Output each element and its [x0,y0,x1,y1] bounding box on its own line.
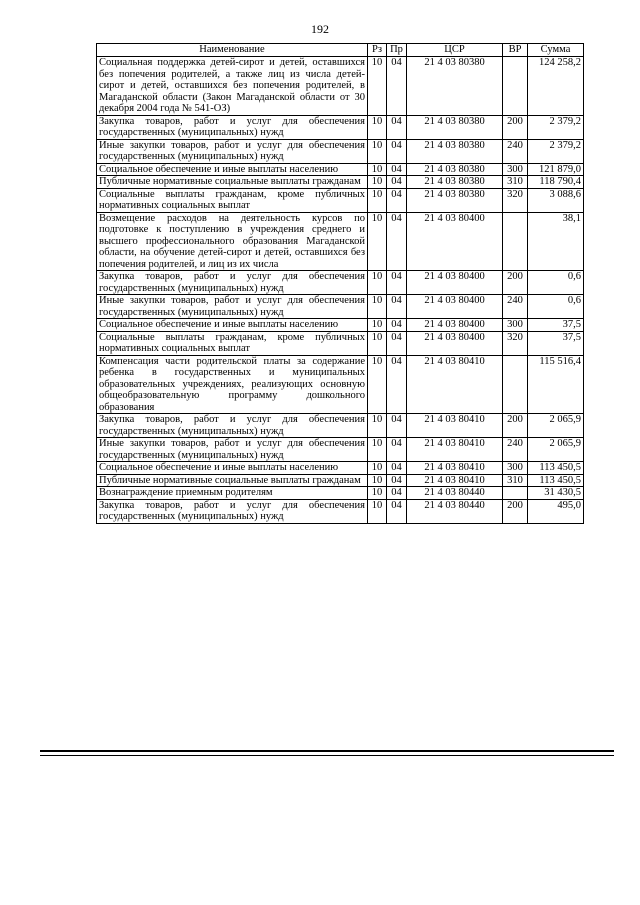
row-csr: 21 4 03 80380 [407,188,503,212]
row-rz: 10 [368,212,387,271]
row-name: Иные закупки товаров, работ и услуг для обеспечения государственных (муниципальных) нужд [97,295,368,319]
page-number: 192 [311,22,329,36]
row-vr: 240 [503,295,528,319]
row-pr: 04 [387,57,407,116]
row-name: Публичные нормативные социальные выплаты гражданам [97,176,368,189]
row-sum: 113 450,5 [528,462,584,475]
row-rz: 10 [368,57,387,116]
row-csr: 21 4 03 80410 [407,474,503,487]
row-sum: 495,0 [528,499,584,523]
table-row [97,462,584,475]
table-row [97,319,584,332]
row-pr: 04 [387,499,407,523]
row-csr: 21 4 03 80400 [407,331,503,355]
row-rz: 10 [368,355,387,414]
row-csr: 21 4 03 80380 [407,57,503,116]
row-vr [503,57,528,116]
row-sum: 38,1 [528,212,584,271]
row-pr: 04 [387,462,407,475]
table-header-row [97,44,584,57]
row-vr: 200 [503,271,528,295]
row-rz: 10 [368,188,387,212]
row-vr: 320 [503,331,528,355]
table-row [97,115,584,139]
row-rz: 10 [368,474,387,487]
row-vr: 310 [503,474,528,487]
row-pr: 04 [387,319,407,332]
row-sum: 2 379,2 [528,115,584,139]
row-vr [503,355,528,414]
table-row [97,188,584,212]
row-pr: 04 [387,163,407,176]
row-csr: 21 4 03 80400 [407,271,503,295]
row-sum: 121 879,0 [528,163,584,176]
row-name: Закупка товаров, работ и услуг для обеспечения государственных (муниципальных) нужд [97,271,368,295]
row-sum: 2 065,9 [528,414,584,438]
budget-table [96,43,584,524]
table-row [97,331,584,355]
row-rz: 10 [368,176,387,189]
row-csr: 21 4 03 80440 [407,499,503,523]
row-sum: 113 450,5 [528,474,584,487]
footer-divider [40,750,614,752]
row-csr: 21 4 03 80410 [407,355,503,414]
row-name: Социальное обеспечение и иные выплаты населению [97,462,368,475]
row-vr: 300 [503,163,528,176]
row-vr [503,212,528,271]
row-rz: 10 [368,438,387,462]
row-vr: 200 [503,499,528,523]
table-row [97,163,584,176]
row-pr: 04 [387,474,407,487]
row-pr: 04 [387,414,407,438]
row-sum: 3 088,6 [528,188,584,212]
row-vr: 200 [503,414,528,438]
row-sum: 31 430,5 [528,487,584,500]
row-pr: 04 [387,271,407,295]
row-csr: 21 4 03 80380 [407,176,503,189]
table-row [97,212,584,271]
row-pr: 04 [387,438,407,462]
row-csr: 21 4 03 80400 [407,319,503,332]
row-sum: 115 516,4 [528,355,584,414]
row-csr: 21 4 03 80410 [407,438,503,462]
row-sum: 0,6 [528,295,584,319]
header-pr: Пр [387,44,407,57]
row-csr: 21 4 03 80440 [407,487,503,500]
row-sum: 37,5 [528,331,584,355]
row-csr: 21 4 03 80380 [407,139,503,163]
table-row [97,176,584,189]
header-rz: Рз [368,44,387,57]
table-row [97,139,584,163]
row-csr: 21 4 03 80380 [407,115,503,139]
row-rz: 10 [368,295,387,319]
row-name: Закупка товаров, работ и услуг для обеспечения государственных (муниципальных) нужд [97,115,368,139]
table-row [97,355,584,414]
row-name: Социальные выплаты гражданам, кроме публичных нормативных социальных выплат [97,188,368,212]
row-name: Социальная поддержка детей-сирот и детей, оставшихся без попечения родителей, а также лиц из числа детей-сирот и детей, оставшихся без попечения родителей, в Магаданской области (Закон Магаданской области от 30 декабря 2004 года № 541-ОЗ) [97,57,368,116]
row-pr: 04 [387,212,407,271]
row-pr: 04 [387,295,407,319]
row-vr: 240 [503,139,528,163]
table-row [97,474,584,487]
table-row [97,271,584,295]
row-vr [503,487,528,500]
row-vr: 320 [503,188,528,212]
row-sum: 124 258,2 [528,57,584,116]
header-sum: Сумма [528,44,584,57]
row-pr: 04 [387,115,407,139]
row-name: Закупка товаров, работ и услуг для обеспечения государственных (муниципальных) нужд [97,499,368,523]
row-vr: 300 [503,462,528,475]
row-name: Вознаграждение приемным родителям [97,487,368,500]
row-rz: 10 [368,462,387,475]
row-name: Иные закупки товаров, работ и услуг для обеспечения государственных (муниципальных) нужд [97,438,368,462]
row-name: Публичные нормативные социальные выплаты гражданам [97,474,368,487]
row-rz: 10 [368,139,387,163]
row-rz: 10 [368,414,387,438]
row-name: Социальное обеспечение и иные выплаты населению [97,319,368,332]
row-name: Иные закупки товаров, работ и услуг для обеспечения государственных (муниципальных) нужд [97,139,368,163]
row-rz: 10 [368,487,387,500]
row-vr: 300 [503,319,528,332]
row-vr: 310 [503,176,528,189]
row-name: Социальные выплаты гражданам, кроме публичных нормативных социальных выплат [97,331,368,355]
row-pr: 04 [387,139,407,163]
row-name: Социальное обеспечение и иные выплаты населению [97,163,368,176]
row-pr: 04 [387,487,407,500]
header-vr: ВР [503,44,528,57]
row-csr: 21 4 03 80410 [407,414,503,438]
row-sum: 2 065,9 [528,438,584,462]
row-pr: 04 [387,188,407,212]
row-pr: 04 [387,331,407,355]
table-row [97,487,584,500]
row-rz: 10 [368,319,387,332]
row-csr: 21 4 03 80400 [407,295,503,319]
row-vr: 240 [503,438,528,462]
row-csr: 21 4 03 80400 [407,212,503,271]
row-sum: 0,6 [528,271,584,295]
table-row [97,438,584,462]
row-rz: 10 [368,499,387,523]
table-row [97,57,584,116]
row-rz: 10 [368,115,387,139]
header-name: Наименование [97,44,368,57]
table-row [97,414,584,438]
row-name: Закупка товаров, работ и услуг для обеспечения государственных (муниципальных) нужд [97,414,368,438]
header-csr: ЦСР [407,44,503,57]
row-name: Возмещение расходов на деятельность курсов по подготовке к поступлению в учреждения среднего и высшего профессионального образования Магаданской области, на обучение детей-сирот и детей, оставшихся без попечения родителей, и лиц из их числа [97,212,368,271]
row-rz: 10 [368,271,387,295]
row-rz: 10 [368,163,387,176]
footer-divider-thin [40,755,614,756]
row-sum: 2 379,2 [528,139,584,163]
row-rz: 10 [368,331,387,355]
row-sum: 37,5 [528,319,584,332]
row-pr: 04 [387,355,407,414]
row-vr: 200 [503,115,528,139]
table-row [97,499,584,523]
row-csr: 21 4 03 80380 [407,163,503,176]
row-name: Компенсация части родительской платы за содержание ребенка в государственных и муниципальных образовательных учреждениях, реализующих основную общеобразовательную программу дошкольного образования [97,355,368,414]
row-csr: 21 4 03 80410 [407,462,503,475]
row-pr: 04 [387,176,407,189]
row-sum: 118 790,4 [528,176,584,189]
table-row [97,295,584,319]
